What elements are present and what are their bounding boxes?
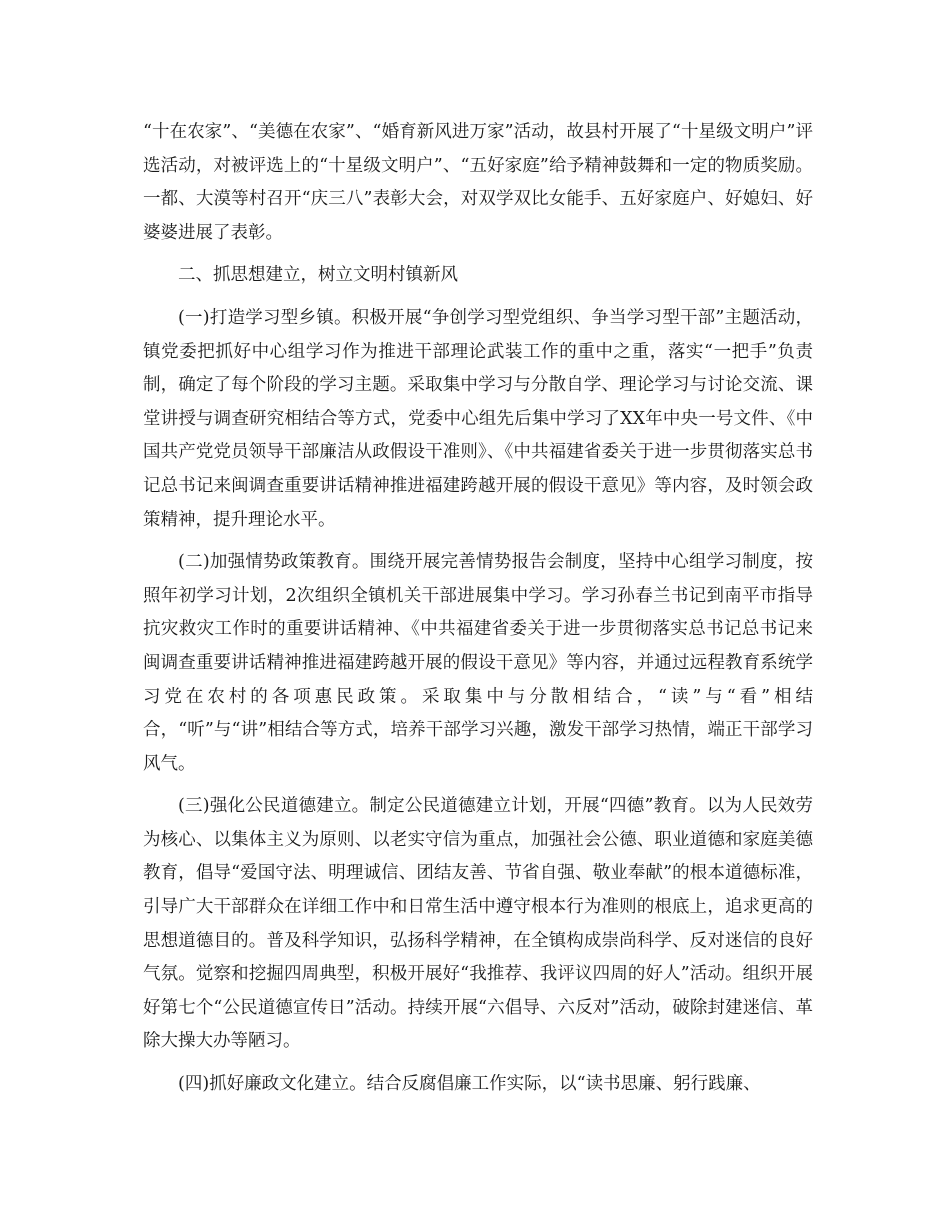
paragraph-learning-township: (一)打造学习型乡镇。积极开展“争创学习型党组织、争当学习型干部”主题活动，镇党委把抓好中心组学习作为推进干部理论武装工作的重中之重，落实“一把手”负责制，确定了每个阶段的学习主题。采取集中学习与分散自学、理论学习与讨论交流、课堂讲授与调查研究相结合等方式，党委中心组先后集中学习了XX年中央一号文件、《中国共产党党员领导干部廉洁从政假设干准则》、《中共福建省委关于进一步贯彻落实总书记总书记来闽调查重要讲话精神推进福建跨越开展的假设干意见》等内容，及时领会政策精神，提升理论水平。 [143, 307, 813, 530]
paragraph-civic-morality: (三)强化公民道德建立。制定公民道德建立计划，开展“四德”教育。以为人民效劳为核心、以集体主义为原则、以老实守信为重点，加强社会公德、职业道德和家庭美德教育，倡导“爱国守法、明理诚信、团结友善、节省自强、敬业奉献”的根本道德标准，引导广大干部群众在详细工作中和日常生活中遵守根本行为准则的根底上，追求更高的思想道德目的。普及科学知识，弘扬科学精神，在全镇构成崇尚科学、反对迷信的良好气氛。觉察和挖掘四周典型，积极开展好“我推荐、我评议四周的好人”活动。组织开展好第七个“公民道德宣传日”活动。持续开展“六倡导、六反对”活动，破除封建迷信、革除大操大办等陋习。 [143, 796, 813, 1052]
paragraph-policy-education: (二)加强情势政策教育。围绕开展完善情势报告会制度，坚持中心组学习制度，按照年初学习计划，2次组织全镇机关干部进展集中学习。学习孙春兰书记到南平市指导抗灾救灾工作时的重要讲话精神、《中共福建省委关于进一步贯彻落实总书记总书记来闽调查重要讲话精神推进福建跨越开展的假设干意见》等内容，并通过远程教育系统学习党在农村的各项惠民政策。采取集中与分散相结合，“读”与“看”相结合，“听”与“讲”相结合等方式，培养干部学习兴趣，激发干部学习热情，端正干部学习风气。 [143, 552, 813, 774]
paragraph-rural-activities: “十在农家”、“美德在农家”、“婚育新风进万家”活动，故县村开展了“十星级文明户”评选活动，对被评选上的“十星级文明户”、“五好家庭”给予精神鼓舞和一定的物质奖励。一都、大漠等村召开“庆三八”表彰大会，对双学双比女能手、五好家庭户、好媳妇、好婆婆进展了表彰。 [143, 122, 813, 243]
section-heading-ideological-construction: 二、抓思想建立，树立文明村镇新风 [178, 265, 458, 286]
document-body [143, 116, 813, 1111]
paragraph-clean-government-culture: (四)抓好廉政文化建立。结合反腐倡廉工作实际，以“读书思廉、躬行践廉、 [178, 1074, 761, 1095]
